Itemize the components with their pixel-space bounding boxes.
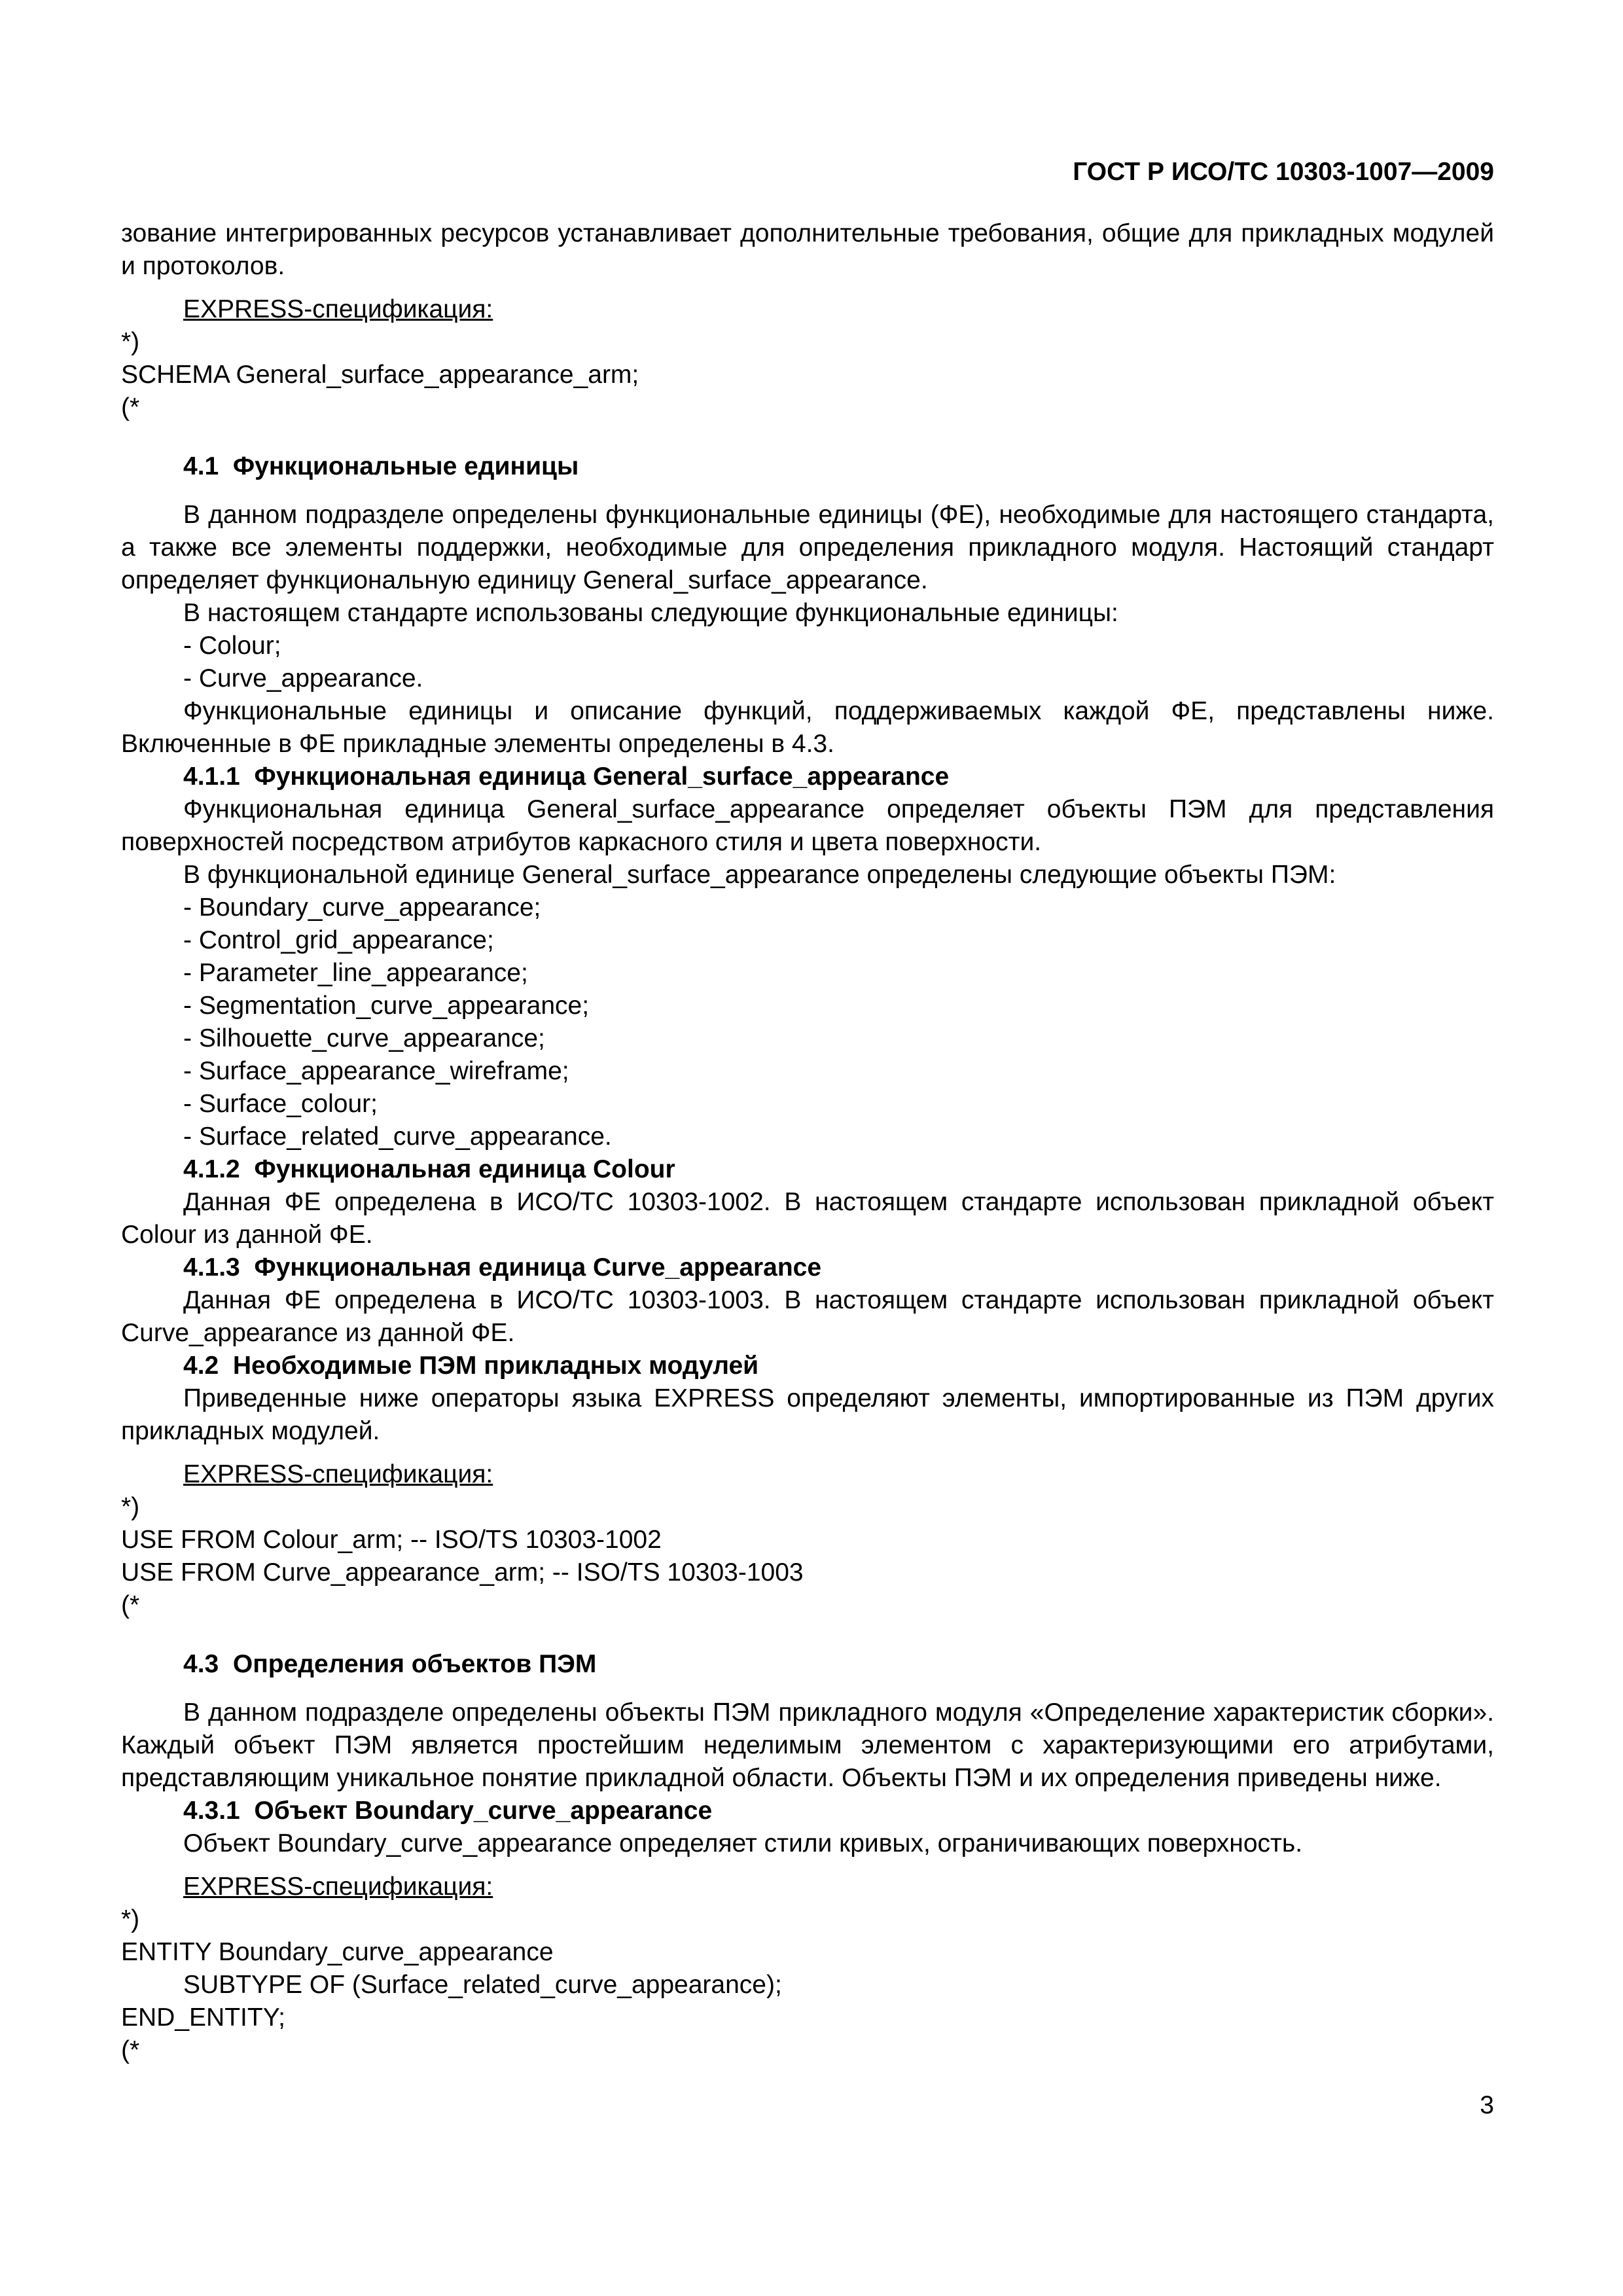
section-heading: 4.1 Функциональные единицы [183, 452, 579, 480]
list-item: - Colour; [183, 632, 281, 660]
section-heading: 4.1.3 Функциональная единица Curve_appearance [183, 1253, 822, 1282]
list-item: - Control_grid_appearance; [183, 926, 494, 954]
code-line: *) [121, 328, 140, 356]
body-paragraph: Функциональные единицы и описание функций, поддерживаемых каждой ФЕ, представлены ниже. Включенные в ФЕ прикладные элементы определены в 4.3. [121, 697, 1494, 758]
list-item: - Segmentation_curve_appearance; [183, 992, 590, 1020]
list-item: - Parameter_line_appearance; [183, 959, 528, 987]
document-header: ГОСТ Р ИСО/ТС 10303-1007—2009 [1073, 158, 1494, 186]
code-line: SCHEMA General_surface_appearance_arm; [121, 361, 639, 389]
section-heading: 4.3 Определения объектов ПЭМ [183, 1650, 597, 1678]
body-paragraph: Данная ФЕ определена в ИСО/ТС 10303-1003. В настоящем стандарте использован прикладной объект Curve_appearance из данной ФЕ. [121, 1286, 1494, 1347]
body-paragraph: Приведенные ниже операторы языка EXPRESS определяют элементы, импортированные из ПЭМ других прикладных модулей. [121, 1384, 1494, 1445]
section-heading: 4.2 Необходимые ПЭМ прикладных модулей [183, 1352, 759, 1380]
code-line: *) [121, 1905, 140, 1933]
body-paragraph: В данном подразделе определены функциональные единицы (ФЕ), необходимые для настоящего стандарта, а также все элементы поддержки, необходимые для определения прикладного модуля. Настоящий стандарт определяет функциональную единицу General_surface_appearance. [121, 501, 1494, 594]
list-item: - Surface_colour; [183, 1090, 378, 1118]
code-line: *) [121, 1493, 140, 1521]
list-item: - Surface_related_curve_appearance. [183, 1122, 612, 1151]
code-line: END_ENTITY; [121, 2003, 286, 2032]
body-paragraph: В настоящем стандарте использованы следующие функциональные единицы: [183, 599, 1118, 627]
section-heading: 4.1.2 Функциональная единица Colour [183, 1155, 675, 1183]
section-heading: 4.1.1 Функциональная единица General_surface_appearance [183, 762, 950, 791]
document-content [121, 217, 1494, 2067]
code-line: USE FROM Colour_arm; -- ISO/TS 10303-1002 [121, 1526, 662, 1554]
code-line: (* [121, 393, 140, 422]
list-item: - Curve_appearance. [183, 664, 423, 692]
code-line: (* [121, 1591, 140, 1619]
page-number: 3 [1480, 2091, 1494, 2119]
body-paragraph: В функциональной единице General_surface_appearance определены следующие объекты ПЭМ: [183, 861, 1336, 889]
code-line: ENTITY Boundary_curve_appearance [121, 1938, 554, 1966]
body-paragraph: В данном подразделе определены объекты ПЭМ прикладного модуля «Определение характеристик сборки». Каждый объект ПЭМ является простейшим неделимым элементом с характеризующими его атрибутами, представляющим уникальное понятие прикладной области. Объекты ПЭМ и их определения приведены ниже. [121, 1698, 1494, 1792]
list-item: - Surface_appearance_wireframe; [183, 1057, 569, 1085]
code-line: SUBTYPE OF (Surface_related_curve_appearance); [183, 1971, 782, 1999]
code-line: USE FROM Curve_appearance_arm; -- ISO/TS 10303-1003 [121, 1558, 804, 1587]
body-paragraph: Функциональная единица General_surface_appearance определяет объекты ПЭМ для представления поверхностей посредством атрибутов каркасного стиля и цвета поверхности. [121, 795, 1494, 856]
body-paragraph: Данная ФЕ определена в ИСО/ТС 10303-1002. В настоящем стандарте использован прикладной объект Colour из данной ФЕ. [121, 1188, 1494, 1249]
list-item: - Boundary_curve_appearance; [183, 893, 541, 922]
express-spec-label: EXPRESS-спецификация: [183, 295, 493, 323]
body-paragraph: зование интегрированных ресурсов устанавливает дополнительные требования, общие для прикладных модулей и протоколов. [121, 219, 1494, 280]
code-line: (* [121, 2036, 140, 2064]
express-spec-label: EXPRESS-спецификация: [183, 1460, 493, 1488]
express-spec-label: EXPRESS-спецификация: [183, 1873, 493, 1901]
body-paragraph: Объект Boundary_curve_appearance определяет стили кривых, ограничивающих поверхность. [183, 1829, 1303, 1857]
section-heading: 4.3.1 Объект Boundary_curve_appearance [183, 1797, 713, 1825]
list-item: - Silhouette_curve_appearance; [183, 1024, 545, 1052]
